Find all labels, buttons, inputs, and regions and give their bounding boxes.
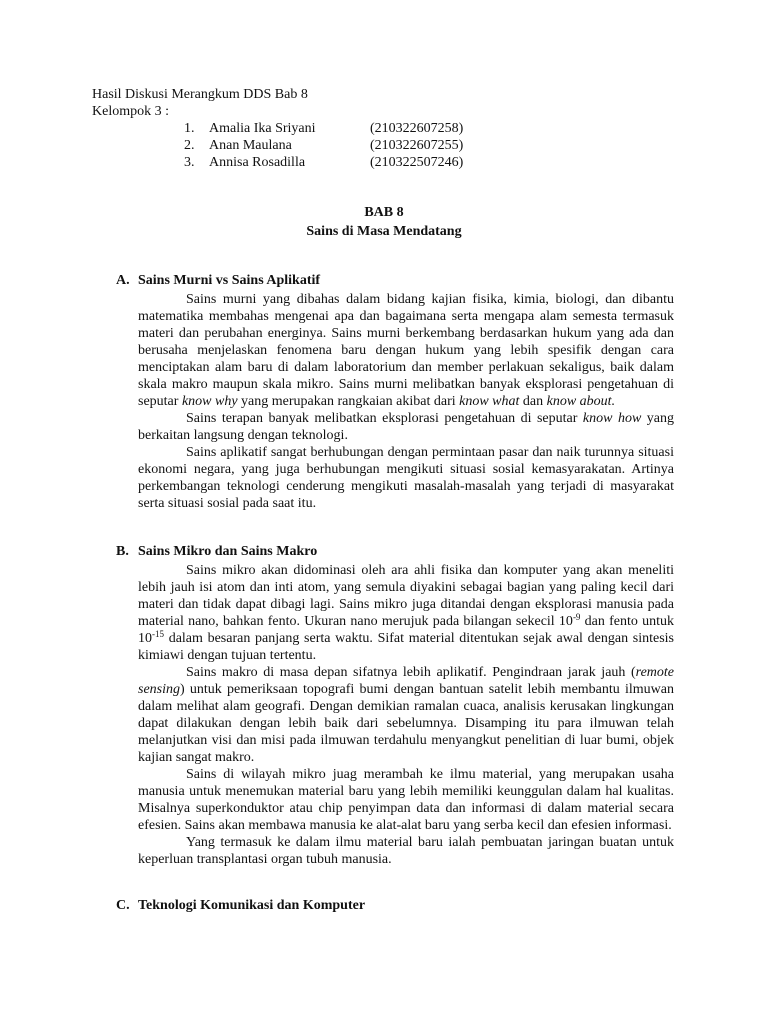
- member-number: 1.: [184, 121, 195, 136]
- section-title: Sains Murni vs Sains Aplikatif: [138, 273, 321, 288]
- paragraph: [138, 291, 674, 410]
- text-run: Sains mikro akan didominasi oleh ara ahli fisika dan komputer yang akan meneliti lebih jauh isi atom dan inti atom, yang semula diyakini sebagai bagian yang paling kecil dari materi dan tidak dapat dibagi lagi. Sains mikro juga ditandai dengan eksplorasi manusia pada material nano, bahkan fento. Ukuran nano merujuk pada bilangan sekecil 10: [138, 563, 674, 629]
- member-item: [184, 154, 463, 171]
- section-letter: C.: [116, 898, 130, 913]
- chapter-title: Sains di Masa Mendatang: [306, 224, 462, 239]
- member-id: (210322507246): [370, 155, 464, 170]
- text-run: yang merupakan rangkaian akibat dari: [237, 394, 460, 409]
- section-title: Sains Mikro dan Sains Makro: [138, 544, 318, 559]
- paragraph: Sains di wilayah mikro juag merambah ke ilmu material, yang merupakan usaha manusia untuk menemukan material baru yang lebih memiliki keunggulan dalam hal kualitas. Misalnya superkonduktor atau chip penyimpan data dan informasi di dalam material secara efesien. Sains akan membawa manusia ke alat-alat baru yang serba kecil dan efesien informasi.: [138, 767, 674, 833]
- chapter-label: BAB 8: [364, 205, 404, 220]
- chapter-title-block: [0, 203, 768, 241]
- emphasis: know how: [582, 411, 642, 426]
- document-header: [92, 86, 308, 120]
- member-name: Amalia Ika Sriyani: [209, 121, 316, 136]
- paragraph: [138, 664, 674, 766]
- emphasis: know what: [459, 394, 520, 409]
- emphasis: remote sensing: [138, 665, 674, 697]
- emphasis: know about.: [546, 394, 616, 409]
- paragraph: [138, 410, 674, 444]
- section-a-heading: [116, 272, 320, 290]
- text-run: dalam besaran panjang serta waktu. Sifat material ditentukan sejak awal dengan sintesis kimiawi dengan tujuan tertentu.: [138, 631, 674, 663]
- member-name: Annisa Rosadilla: [209, 155, 306, 170]
- member-number: 3.: [184, 155, 195, 170]
- paragraph: Yang termasuk ke dalam ilmu material baru ialah pembuatan jaringan buatan untuk keperluan transplantasi organ tubuh manusia.: [138, 835, 674, 867]
- paragraph: Sains aplikatif sangat berhubungan dengan permintaan pasar dan naik turunnya situasi ekonomi negara, yang juga berhubungan mengikuti situasi sosial kemasyarakatan. Artinya perkembangan teknologi cenderung mengikuti masalah-masalah yang terjadi di masyarakat serta situasi sosial pada saat itu.: [138, 445, 674, 511]
- section-letter: A.: [116, 273, 130, 288]
- text-run: ) untuk pemeriksaan topografi bumi dengan bantuan satelit lebih membantu ilmuwan dalam melihat alam geografi. Dengan demikian ramalan cuaca, analisis kerusakan lingkungan dapat dilakukan dengan lebih baik dari sebelumnya. Disamping itu para ilmuwan telah melanjutkan visi dan misi pada ilmuwan terdahulu menyangkut penelitian di luar bumi, objek kajian sangat makro.: [138, 682, 674, 765]
- emphasis: know why: [181, 394, 238, 409]
- superscript: -9: [572, 612, 581, 622]
- member-id: (210322607258): [370, 121, 464, 136]
- text-run: dan fento untuk 10: [138, 614, 674, 646]
- section-b-heading: [116, 543, 317, 561]
- member-number: 2.: [184, 138, 195, 153]
- section-a-body: [138, 291, 674, 512]
- document-title: Hasil Diskusi Merangkum DDS Bab 8: [92, 87, 308, 102]
- paragraph: [138, 562, 674, 664]
- section-c-heading: [116, 897, 365, 915]
- section-b-body: [138, 562, 674, 868]
- text-run: Sains murni yang dibahas dalam bidang kajian fisika, kimia, biologi, dan dibantu matematika membahas mengenai apa dan bagaimana serta mengapa alam semesta termasuk materi dan perubahan energinya. Sains murni berkembang berdasarkan hukum yang ada dan berusaha menjelaskan fenomena baru dengan hukum yang lebih spesifik dengan cara menciptakan alam baru di dalam laboratorium dan member perlakuan sekaligus, baik dalam skala makro maupun skala mikro. Sains murni melibatkan banyak eksplorasi pengetahuan di seputar: [138, 292, 674, 409]
- section-letter: B.: [116, 544, 129, 559]
- member-item: [184, 120, 463, 137]
- text-run: dan: [519, 394, 547, 409]
- member-id: (210322607255): [370, 138, 464, 153]
- superscript: -15: [152, 629, 164, 639]
- text-run: Sains makro di masa depan sifatnya lebih aplikatif. Pengindraan jarak jauh (: [186, 665, 636, 680]
- text-run: yang berkaitan langsung dengan teknologi.: [138, 411, 674, 443]
- member-item: [184, 137, 463, 154]
- section-title: Teknologi Komunikasi dan Komputer: [138, 898, 366, 913]
- member-name: Anan Maulana: [209, 138, 292, 153]
- text-run: Sains terapan banyak melibatkan eksplorasi pengetahuan di seputar: [186, 411, 583, 426]
- member-list: [184, 120, 463, 171]
- group-label: Kelompok 3 :: [92, 104, 169, 119]
